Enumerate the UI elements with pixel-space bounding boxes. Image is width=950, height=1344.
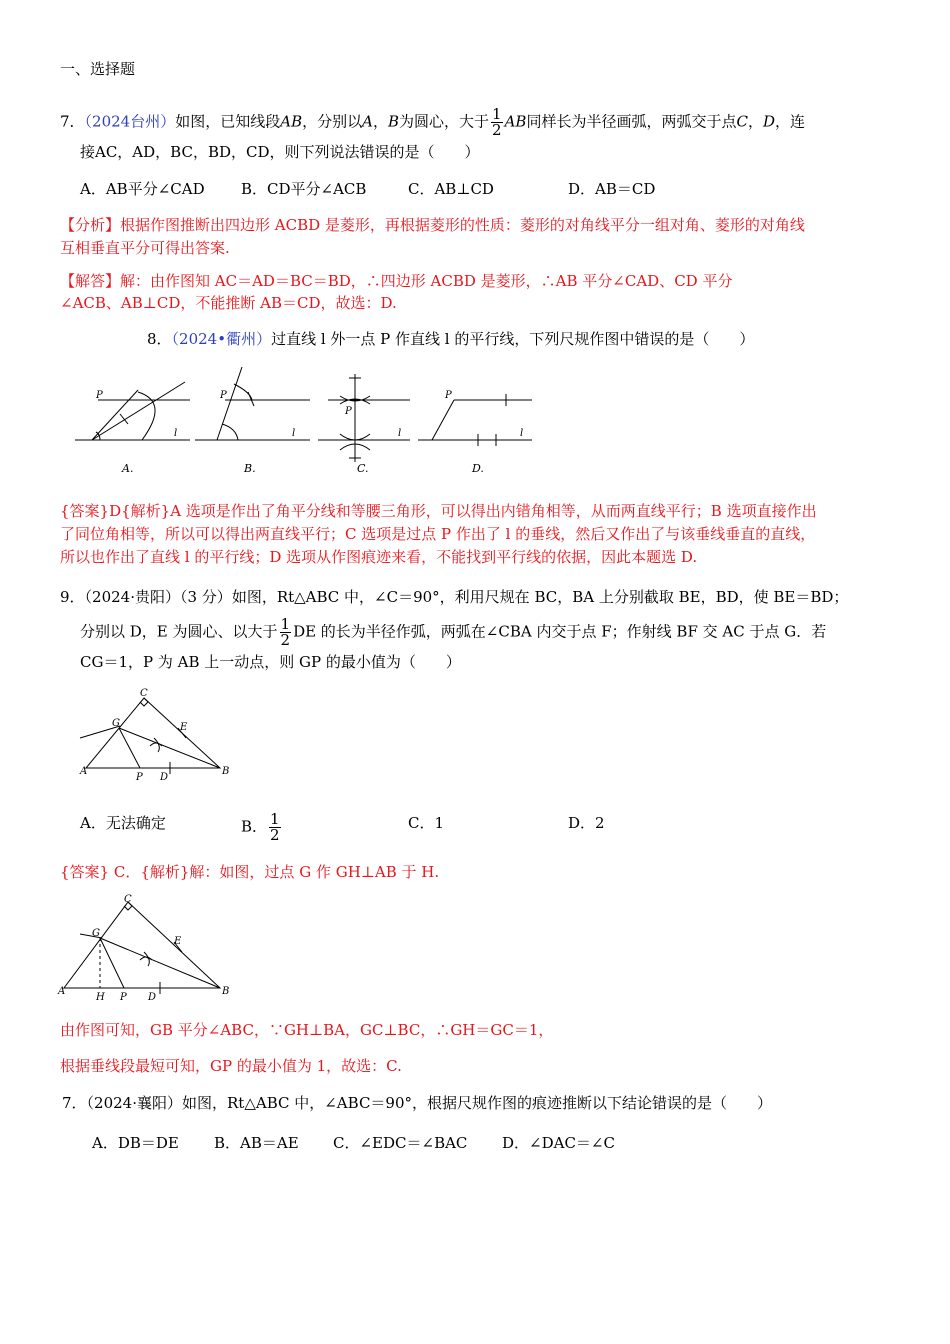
q8-text: 过直线 l 外一点 P 作直线 l 的平行线，下列尺规作图中错误的是（ ） (271, 330, 755, 348)
section-title: 一、选择题 (60, 60, 136, 78)
q7-text: 如图，已知线段 (175, 112, 281, 131)
q8-a-point-label: P (96, 390, 103, 401)
q8-stem (147, 328, 754, 350)
q9-number: 9． (60, 588, 85, 606)
q7-option-b: B．CD平分∠ACB (241, 180, 367, 198)
q7-text: ， (747, 112, 763, 131)
q7b-option-c: C．∠EDC＝∠BAC (333, 1134, 468, 1152)
frac-denominator: 2 (280, 631, 291, 649)
q7-fraction (491, 107, 503, 138)
q8-answer-line3: 所以也作出了直线 l 的平行线；D 选项从作图痕迹来看，不能找到平行线的依据，因此本题选 D. (60, 548, 698, 566)
q8-figure-c (318, 374, 410, 462)
q8-d-point-label: P (445, 390, 452, 401)
q7-number: 7． (60, 112, 85, 131)
q7b-stem (62, 1092, 772, 1114)
frac-numerator: 1 (270, 810, 280, 828)
q9-option-c: C．1 (408, 814, 445, 832)
q7-var: B (387, 112, 400, 131)
q9-label-p: P (136, 772, 143, 783)
q7b-option-b: B．AB＝AE (214, 1134, 299, 1152)
q9-text: DE 的长为半径作弧，两弧在∠CBA 内交于点 F；作射线 BF 交 AC 于点 G．若 (293, 622, 827, 641)
q8-b-point-label: P (220, 390, 227, 401)
q7-line2: 接AC，AD，BC，BD，CD，则下列说法错误的是（ ） (80, 143, 480, 161)
q7-text: 为圆心，大于 (399, 112, 490, 131)
q7b-number: 7． (62, 1094, 87, 1112)
q9-sol-label-h: H (96, 992, 105, 1003)
q9-fraction (280, 617, 292, 648)
q8-answer-line2: 了同位角相等，所以可以得出两直线平行；C 选项是过点 P 作出了 l 的垂线，然后又作出了与该垂线垂直的直线， (60, 525, 816, 543)
q7-text: 同样长为半径画弧，两弧交于点 (526, 112, 737, 131)
q8-figure-d (418, 394, 532, 446)
q9-sol-label-g: G (92, 928, 100, 939)
q9-text: 如图，Rt△ABC 中，∠C＝90°，利用尺规在 BC，BA 上分别截取 BE，BD，使 BE＝BD； (231, 588, 849, 606)
q7b-source: （2024·襄阳） (86, 1094, 182, 1112)
q9-option-b (241, 812, 283, 843)
q9-label-c: C (140, 688, 148, 699)
q8-label-d: D. (472, 462, 484, 475)
q8-c-point-label: P (345, 406, 352, 417)
q7-text: ，分别以 (302, 112, 363, 131)
q7-answer-line2: ∠ACB、AB⊥CD，不能推断 AB＝CD，故选：D. (60, 294, 397, 312)
q9-option-d: D．2 (568, 814, 605, 832)
q9-answer-line2: 由作图可知，GB 平分∠ABC，∵GH⊥BA，GC⊥BC，∴GH＝GC＝1， (60, 1021, 554, 1039)
q9-label-b: B (222, 766, 230, 777)
q8-figure (70, 362, 540, 480)
q7-source: （2024台州） (84, 112, 176, 131)
q9-line3: CG＝1，P 为 AB 上一动点，则 GP 的最小值为（ ） (80, 653, 461, 671)
q7-text: ，连 (774, 112, 805, 131)
q9-label-a: A (80, 766, 88, 777)
q7-var: AB (280, 112, 303, 131)
q9-label-g: G (112, 718, 120, 729)
q7-option-d: D．AB＝CD (568, 180, 656, 198)
q9-option-b-prefix: B． (241, 817, 268, 836)
q9-figure (78, 686, 238, 786)
q7-var: D (762, 112, 775, 131)
q9-source: （2024·贵阳）（3 分） (84, 588, 232, 606)
q9-sol-label-p: P (120, 992, 127, 1003)
q9-sol-label-b: B (222, 986, 230, 997)
q9-label-e: E (180, 722, 188, 733)
q8-b-line-label: l (292, 428, 296, 439)
q7-text: ， (372, 112, 388, 131)
q9-text: 分别以 D，E 为圆心、以大于 (80, 622, 278, 641)
q7-line1 (60, 107, 805, 138)
frac-denominator: 2 (492, 121, 502, 139)
q8-answer-line1: {答案}D{解析}A 选项是作出了角平分线和等腰三角形，可以得出内错角相等，从而两直线平行；B 选项直接作出 (60, 502, 817, 520)
q7b-option-a: A．DB＝DE (92, 1134, 179, 1152)
q9-answer-line3: 根据垂线段最短可知，GP 的最小值为 1，故选：C. (60, 1057, 402, 1075)
q9-solution-figure (56, 892, 236, 1004)
q7-var: C (736, 112, 748, 131)
q9-option-a: A．无法确定 (80, 814, 166, 832)
q9-line2 (80, 617, 826, 648)
q9-option-b-fraction (269, 812, 281, 843)
q9-line1 (60, 586, 848, 608)
q8-c-line-label: l (398, 428, 402, 439)
q8-a-line-label: l (174, 428, 178, 439)
q7-option-c: C．AB⊥CD (408, 180, 494, 198)
q7-analysis-line1: 【分析】根据作图推断出四边形 ACBD 是菱形，再根据菱形的性质：菱形的对角线平分一组对角、菱形的对角线 (60, 216, 805, 234)
q7-analysis-line2: 互相垂直平分可得出答案. (60, 239, 230, 257)
q8-label-c: C. (357, 462, 369, 475)
q7b-option-d: D．∠DAC＝∠C (502, 1134, 615, 1152)
frac-numerator: 1 (492, 105, 502, 123)
q9-sol-label-e: E (174, 936, 182, 947)
q9-label-d: D (160, 772, 169, 783)
q8-figure-a (75, 382, 190, 440)
q8-number: 8． (147, 330, 172, 348)
q8-source: （2024•衢州） (171, 330, 272, 348)
q9-sol-label-a: A (58, 986, 66, 997)
q7-option-a: A．AB平分∠CAD (80, 180, 205, 198)
frac-numerator: 1 (280, 615, 291, 633)
q7b-text: 如图，Rt△ABC 中，∠ABC＝90°，根据尺规作图的痕迹推断以下结论错误的是（ ） (182, 1094, 773, 1112)
q7-answer-line1: 【解答】解：由作图知 AC＝AD＝BC＝BD，∴四边形 ACBD 是菱形，∴AB 平分∠CAD、CD 平分 (60, 272, 733, 290)
q9-answer-head: {答案} C．{解析}解：如图，过点 G 作 GH⊥AB 于 H. (60, 863, 440, 881)
q8-d-line-label: l (520, 428, 524, 439)
q9-sol-label-c: C (124, 894, 132, 905)
q7-var: AB (504, 112, 527, 131)
frac-denominator: 2 (270, 826, 280, 844)
q9-sol-label-d: D (148, 992, 157, 1003)
q8-label-b: B. (244, 462, 256, 475)
q8-label-a: A. (122, 462, 134, 475)
q7-var: A (362, 112, 373, 131)
